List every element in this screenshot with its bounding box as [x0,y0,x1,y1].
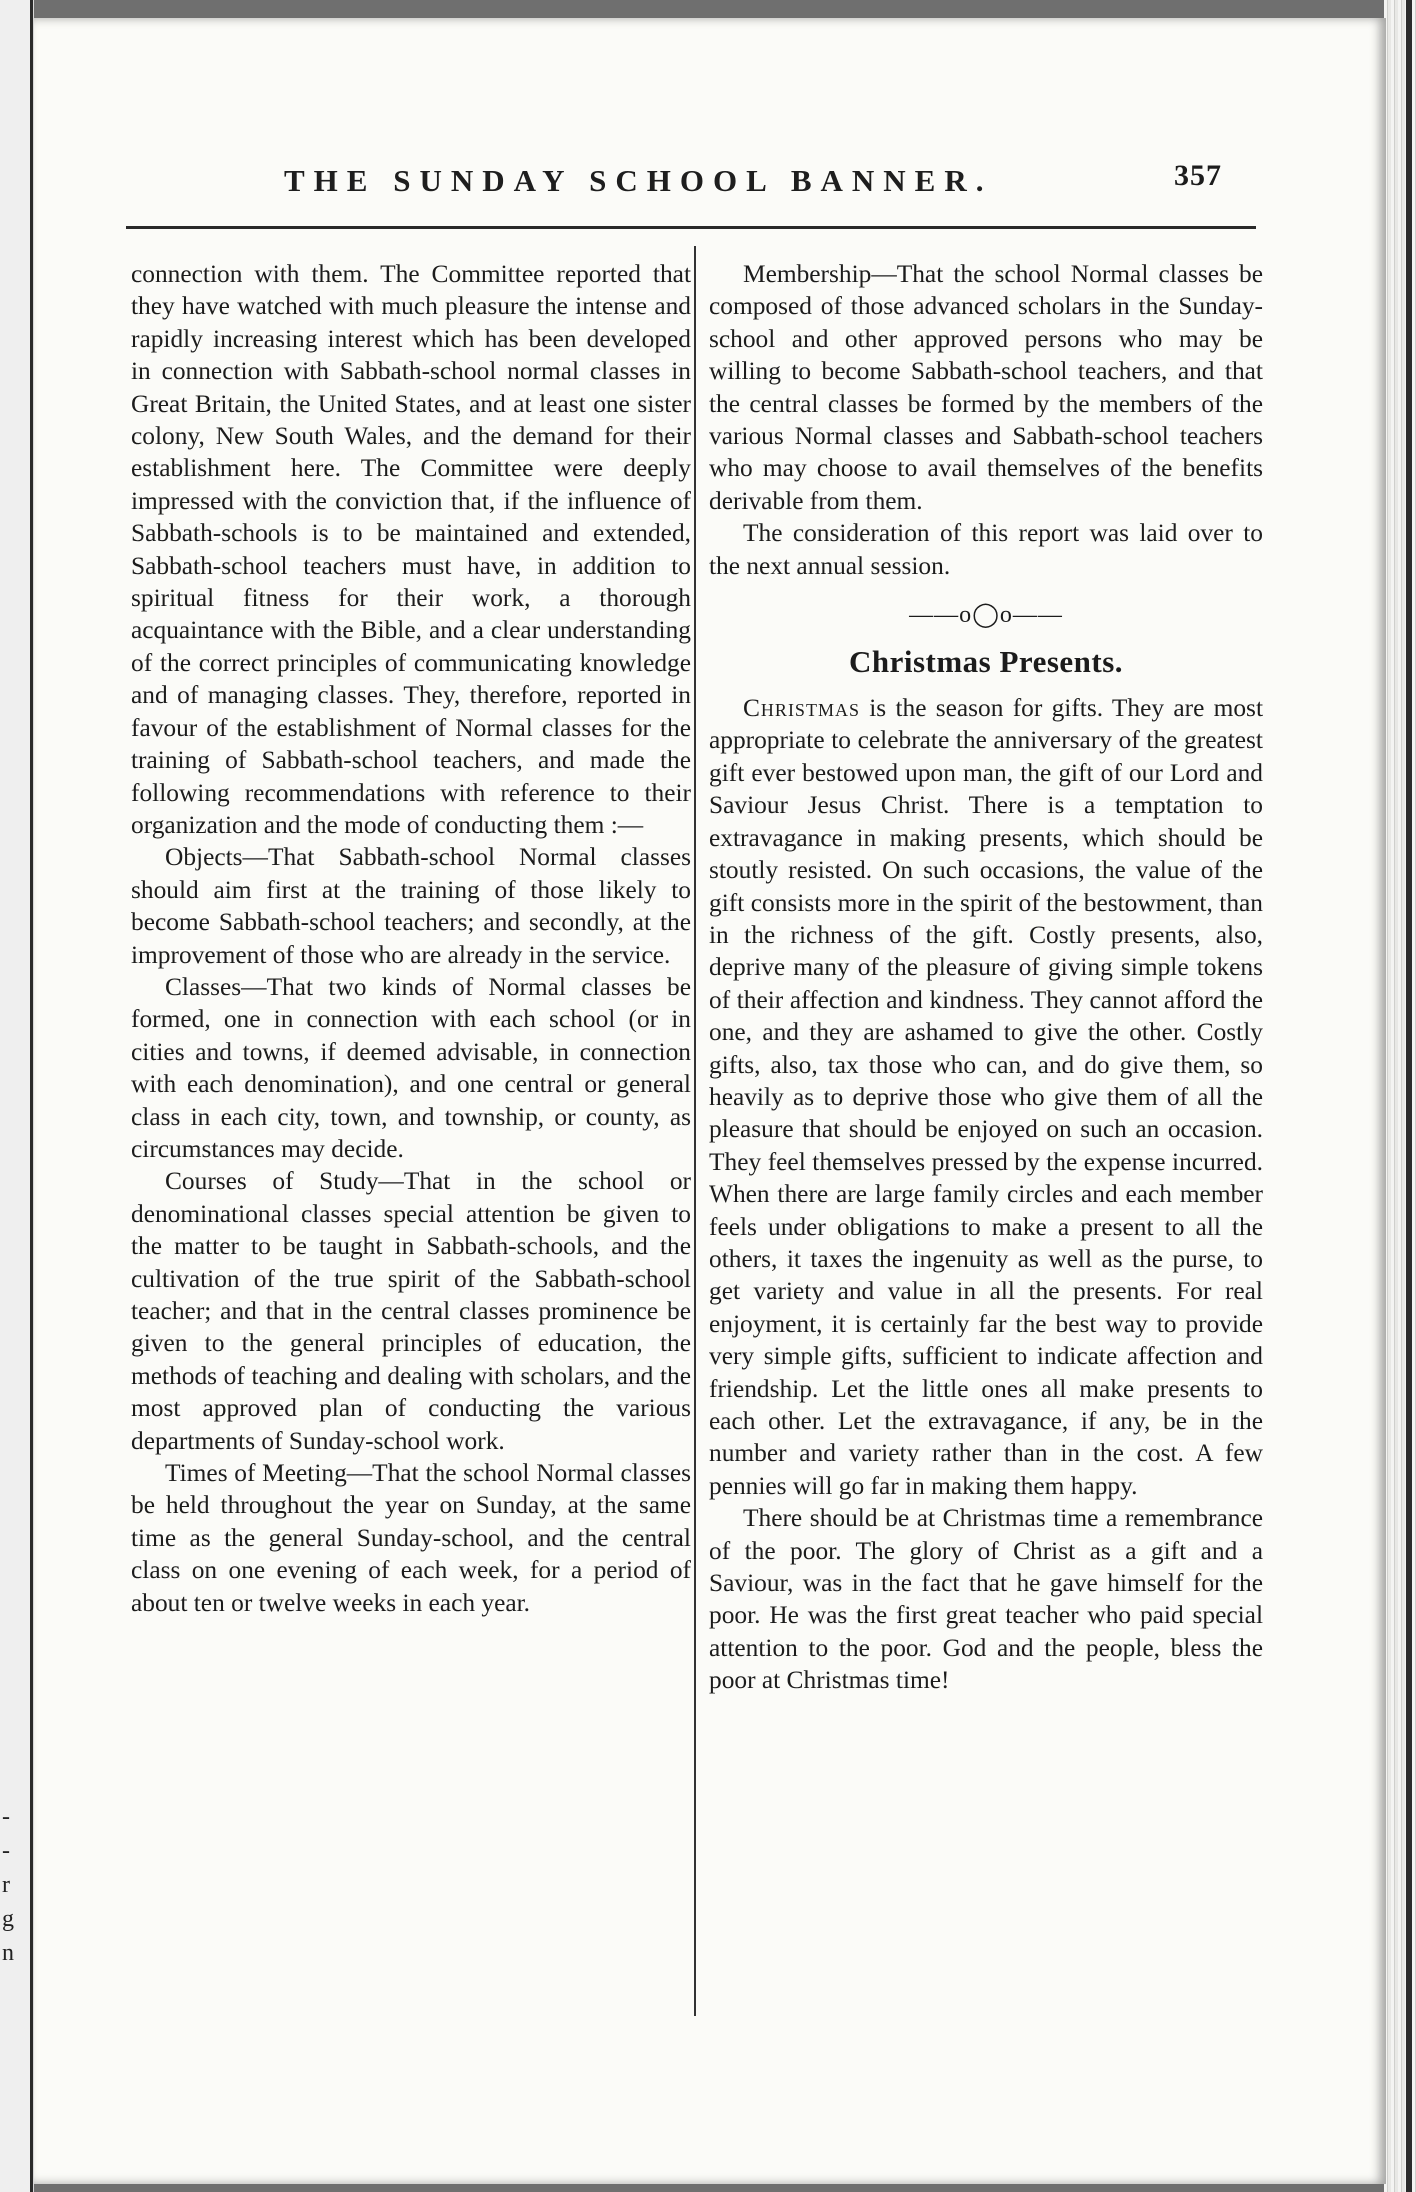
paragraph-consideration: The consideration of this report was laid over to the next annual session. [709,519,1263,580]
paragraph-classes: Classes—That two kinds of Normal classes be formed, one in connection with each school (or in cities and towns, if deemed advisable, in connection with each denomination), and one central or general class in each city, town, and township, or county, as circumstances may decide. [131,972,691,1163]
paragraph-committee-report: connection with them. The Committee reported that they have watched with much pleasure the intense and rapidly increasing interest which has been developed in connection with Sabbath-school normal classes in Great Britain, the United States, and at least one sister colony, New South Wales, and the demand for their establishment here. The Committee were deeply impressed with the conviction that, if the influence of Sabbath-schools is to be maintained and extended, Sabbath-school teachers must have, in addition to spiritual fitness for their work, a thorough acquaintance with the Bible, and a clear understanding of the correct principles of communicating knowledge and of managing classes. They, therefore, reported in favour of the establishment of Normal classes for the training of Sabbath-school teachers, and made the following recommendations with reference to their organization and the mode of conducting them :— [131,260,691,839]
book-edge-right [1384,0,1416,2192]
running-title: THE SUNDAY SCHOOL BANNER. [284,163,993,198]
paragraph-times-of-meeting: Times of Meeting—That the school Normal classes be held throughout the year on Sunday, at the same time as the general Sunday-school, and the central class on one evening of each week, for a period of about ten or twelve weeks in each year. [131,1459,691,1617]
paragraph-membership: Membership—That the school Normal classes be composed of those advanced scholars in the Sunday-school and other approved persons who may be willing to become Sabbath-school teachers, and that the central classes be formed by the members of the various Normal classes and Sabbath-school teachers who may choose to avail themselves of the benefits derivable from them. [709,260,1263,515]
book-page [34,18,1386,2184]
column-divider [694,246,696,2016]
article-title: Christmas Presents. [848,644,1124,680]
previous-page-fragment-text: - - r g n [2,1804,14,1966]
right-column [709,258,1263,1697]
running-header [284,159,1284,213]
paragraph-remembrance-of-poor: There should be at Christmas time a remembrance of the poor. The glory of Christ as a gift and a Saviour, was in the fact that he gave himself for the poor. He was the first great teacher who paid special attention to the poor. God and the people, bless the poor at Christmas time! [709,1504,1263,1695]
left-column [131,258,691,1619]
paragraph-christmas-gifts [709,692,1263,1502]
paragraph-christmas-gifts-body: is the season for gifts. They are most appropriate to celebrate the anniversary of the greatest gift ever bestowed upon man, the gift of our Lord and Saviour Jesus Christ. There is a temptation to extravagance in making presents, which should be stoutly resisted. On such occasions, the value of the gift consists more in the spirit of the bestowment, than in the richness of the gift. Costly presents, also, deprive many of the pleasure of giving simple tokens of their affection and kindness. They cannot afford the one, and they are ashamed to give the other. Costly gifts, also, tax those who can, and do give them, so heavily as to deprive those who give them of all the pleasure that should be enjoyed on such an occasion. They feel themselves pressed by the expense incurred. When there are large family circles and each member feels under obligations to make a present to all the others, it taxes the ingenuity as well as the purse, to get variety and value in all the presents. For real enjoyment, it is certainly far the best way to provide very simple gifts, sufficient to indicate affection and friendship. Let the little ones all make presents to each other. Let the extravagance, if any, be in the number and variety rather than in the cost. A few pennies will go far in making them happy. [709,694,1263,1500]
paragraph-objects: Objects—That Sabbath-school Normal classes should aim first at the training of those likely to become Sabbath-school teachers; and secondly, at the improvement of those who are already in the service. [131,843,691,969]
header-rule [126,226,1256,229]
page-number: 357 [1174,159,1222,192]
section-ornament: ——o◯o—— [909,602,1063,629]
previous-page-strip [0,0,33,2192]
paragraph-courses-of-study: Courses of Study—That in the school or denominational classes special attention be given to the matter to be taught in Sabbath-schools, and the cultivation of the true spirit of the Sabbath-school teacher; and that in the central classes prominence be given to the general principles of education, the methods of teaching and dealing with scholars, and the most approved plan of conducting the various departments of Sunday-school work. [131,1167,691,1455]
drop-word: Christmas [743,694,860,723]
